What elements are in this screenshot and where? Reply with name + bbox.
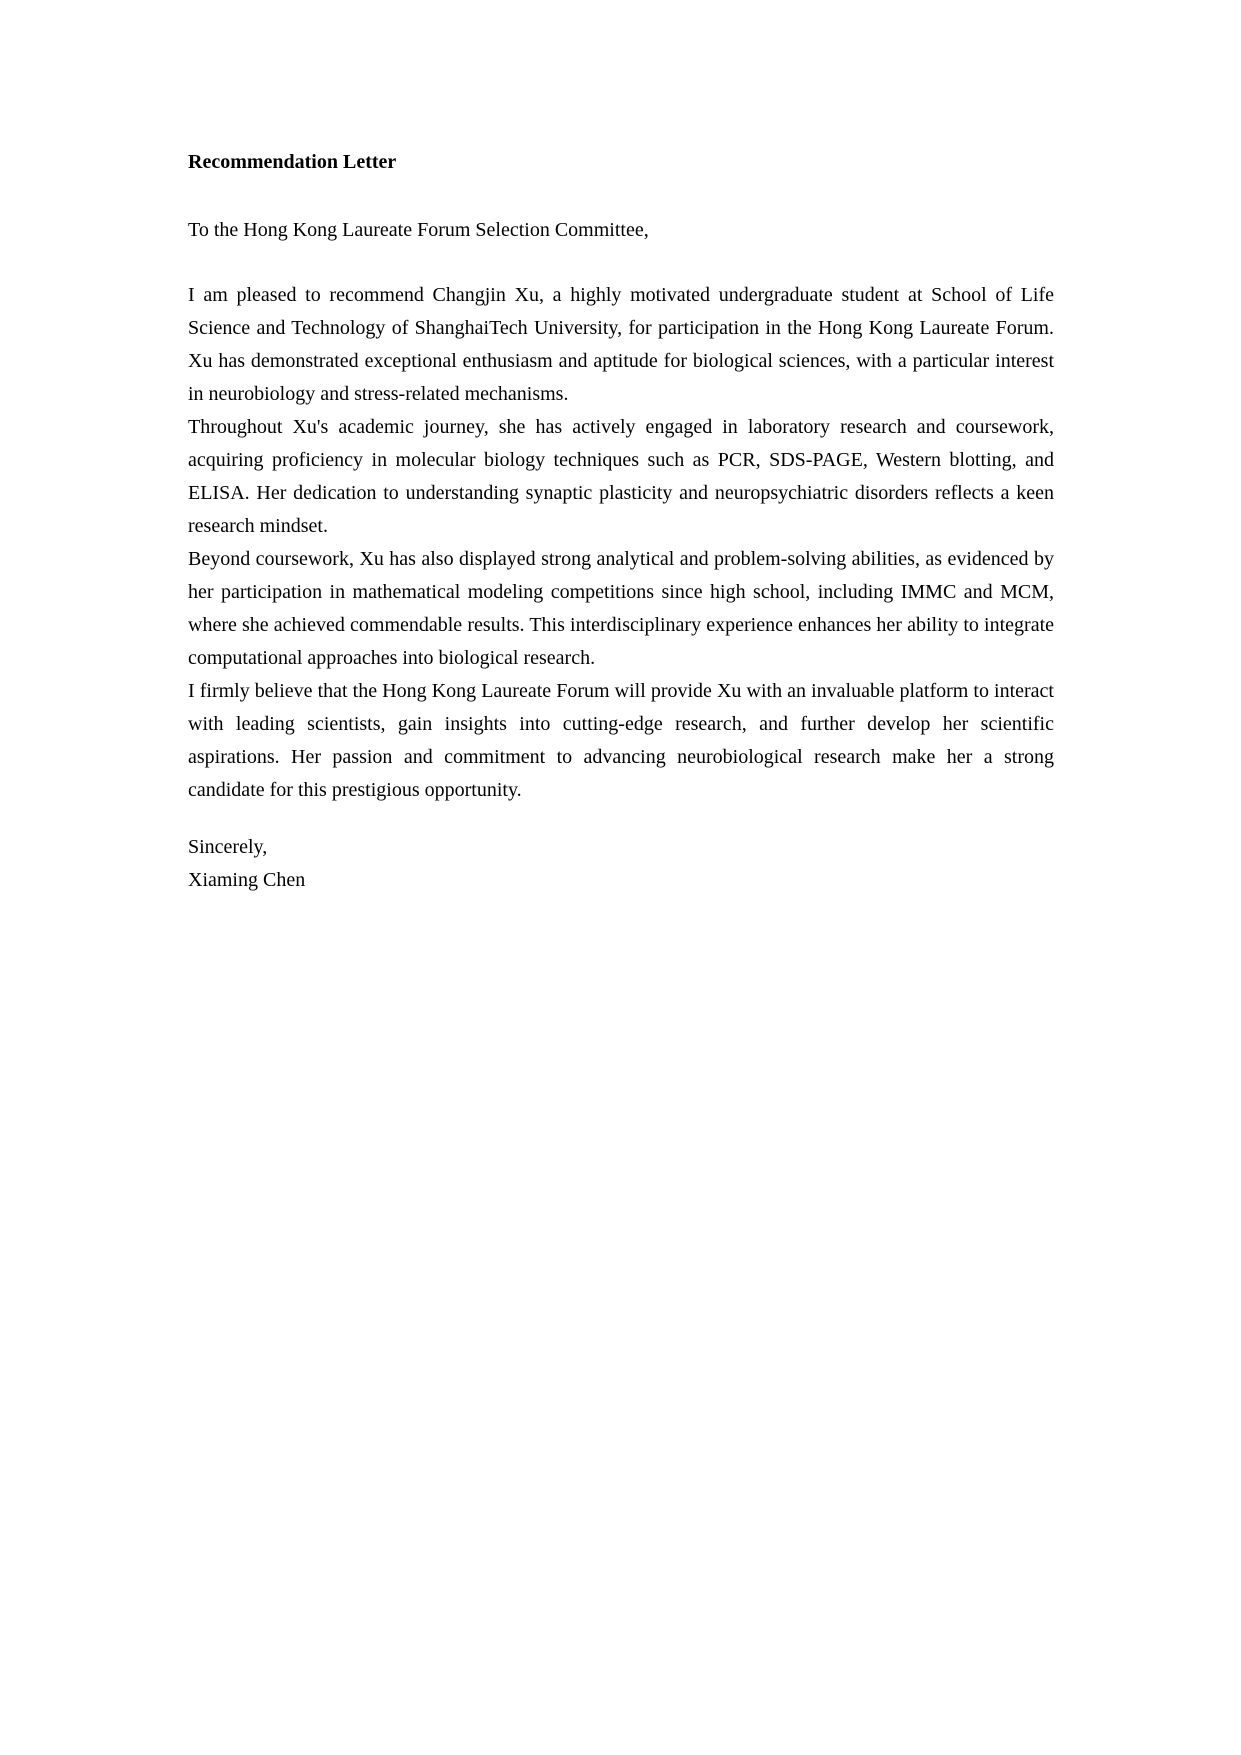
letter-closing: Sincerely,	[188, 836, 268, 858]
letter-salutation: To the Hong Kong Laureate Forum Selection Committee,	[188, 219, 649, 241]
letter-paragraph: Throughout Xu's academic journey, she has actively engaged in laboratory research and coursework, acquiring proficiency in molecular biology techniques such as PCR, SDS-PAGE, Western blotting, and ELISA. Her dedication to understanding synaptic plasticity and neuropsychiatric disorders reflects a keen research mindset.	[188, 416, 1054, 537]
letter-paragraph: I firmly believe that the Hong Kong Laureate Forum will provide Xu with an invaluable platform to interact with leading scientists, gain insights into cutting-edge research, and further develop her scientific aspirations. Her passion and commitment to advancing neurobiological research make her a strong candidate for this prestigious opportunity.	[188, 680, 1054, 801]
letter-signature: Xiaming Chen	[188, 869, 306, 891]
letter-paragraph: Beyond coursework, Xu has also displayed strong analytical and problem-solving abilities, as evidenced by her participation in mathematical modeling competitions since high school, including IMMC and MCM, where she achieved commendable results. This interdisciplinary experience enhances her ability to integrate computational approaches into biological research.	[188, 548, 1054, 669]
recommendation-letter	[188, 146, 1054, 897]
letter-paragraph: I am pleased to recommend Changjin Xu, a highly motivated undergraduate student at School of Life Science and Technology of ShanghaiTech University, for participation in the Hong Kong Laureate Forum. Xu has demonstrated exceptional enthusiasm and aptitude for biological sciences, with a particular interest in neurobiology and stress-related mechanisms.	[188, 284, 1054, 405]
letter-body	[188, 279, 1054, 807]
letter-title: Recommendation Letter	[188, 151, 397, 173]
letter-closing-block	[188, 831, 1054, 897]
